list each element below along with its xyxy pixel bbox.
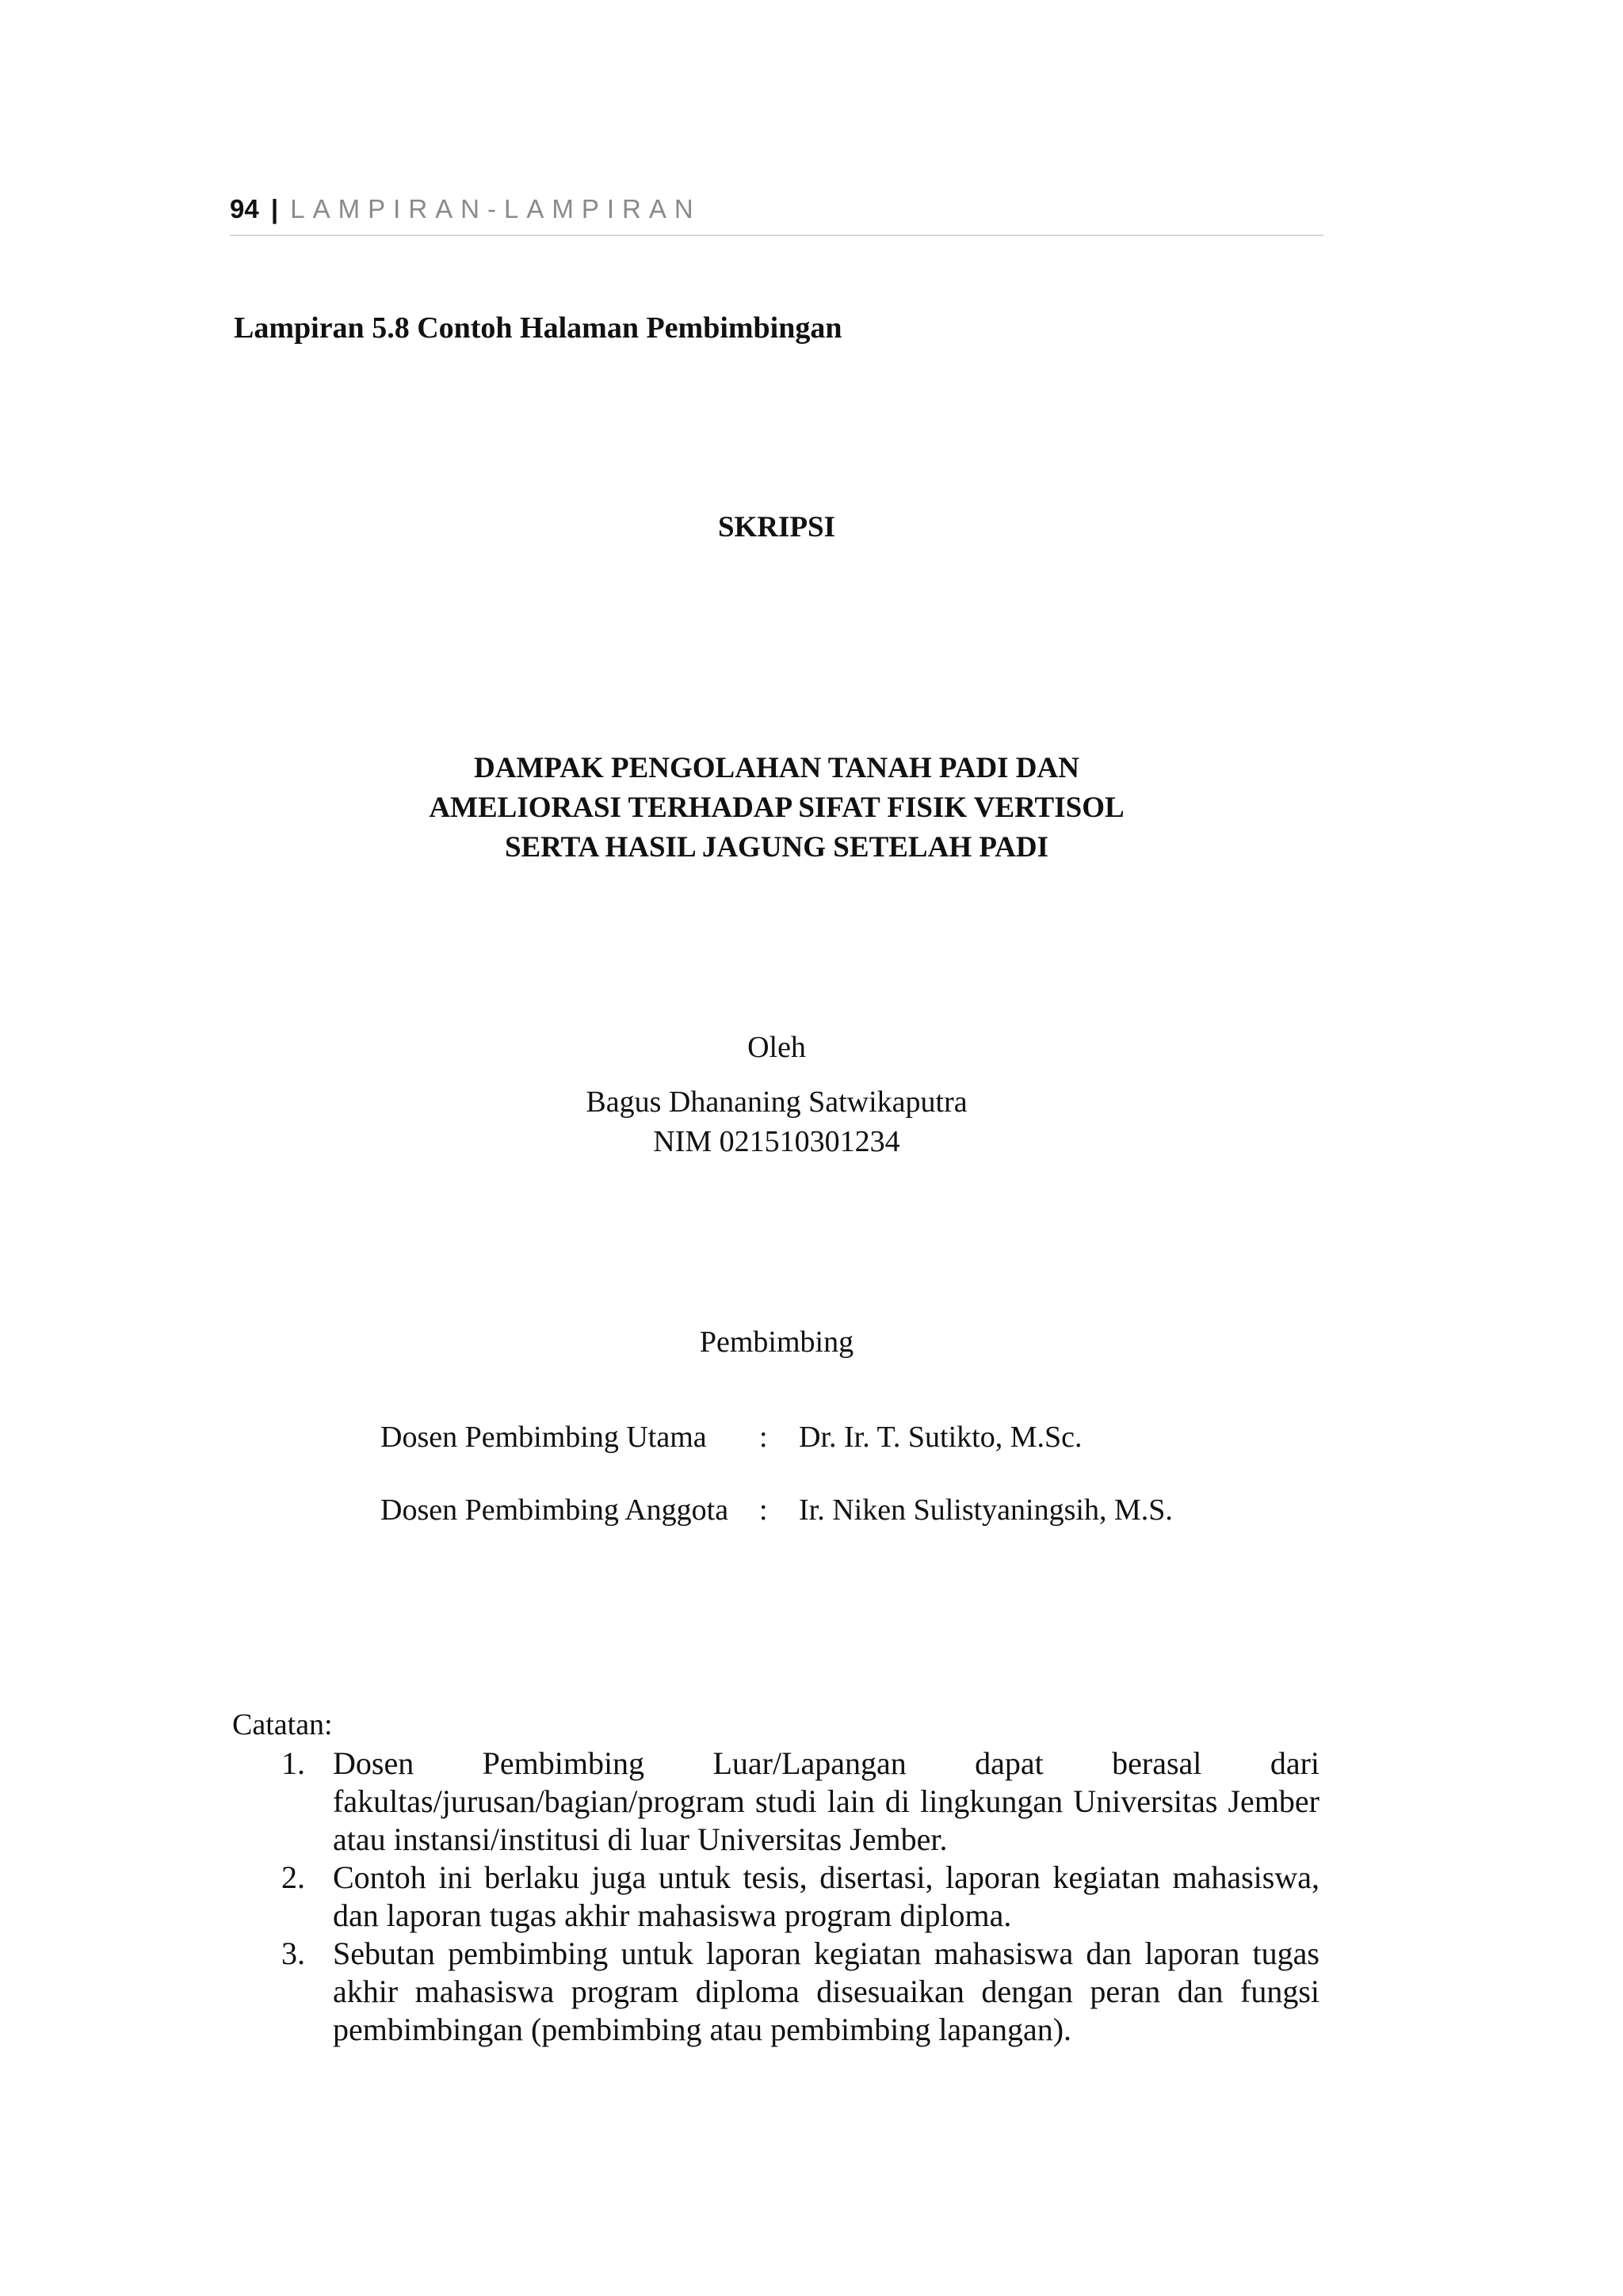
notes-list <box>232 1745 1319 2049</box>
author-name: Bagus Dhananing Satwikaputra <box>586 1085 968 1119</box>
note-number: 3. <box>281 1936 305 1971</box>
header-separator: | <box>270 194 279 223</box>
thesis-title <box>230 749 1323 868</box>
supervisor-role: Dosen Pembimbing Anggota <box>380 1493 729 1527</box>
note-text: Dosen Pembimbing Luar/Lapangan dapat berasal dari fakultas/jurusan/bagian/program studi lain di lingkungan Universitas Jember atau instansi/institusi di luar Universitas Jember. <box>333 1745 1319 1857</box>
thesis-title-line: AMELIORASI TERHADAP SIFAT FISIK VERTISOL <box>429 791 1125 824</box>
running-header <box>230 193 1323 236</box>
note-number: 1. <box>281 1745 305 1781</box>
section-name: LAMPIRAN-LAMPIRAN <box>290 194 701 223</box>
note-number: 2. <box>281 1859 305 1895</box>
thesis-title-line: SERTA HASIL JAGUNG SETELAH PADI <box>504 831 1049 864</box>
note-item <box>232 1859 1319 1935</box>
note-text: Sebutan pembimbing untuk laporan kegiatan mahasiswa dan laporan tugas akhir mahasiswa program diploma disesuaikan dengan peran dan fungsi pembimbingan (pembimbing atau pembimbing lapangan). <box>333 1936 1319 2047</box>
appendix-title: Lampiran 5.8 Contoh Halaman Pembimbingan <box>234 311 842 345</box>
note-item <box>232 1935 1319 2049</box>
notes-label: Catatan: <box>232 1708 333 1741</box>
supervisor-row <box>380 1491 1331 1529</box>
supervisor-role: Dosen Pembimbing Utama <box>380 1421 707 1454</box>
supervisor-name: Dr. Ir. T. Sutikto, M.Sc. <box>799 1421 1083 1454</box>
page-number: 94 <box>230 194 259 223</box>
note-text: Contoh ini berlaku juga untuk tesis, disertasi, laporan kegiatan mahasiswa, dan laporan tugas akhir mahasiswa program diploma. <box>333 1859 1319 1933</box>
document-type: SKRIPSI <box>717 511 836 543</box>
by-label: Oleh <box>747 1031 806 1064</box>
thesis-title-line: DAMPAK PENGOLAHAN TANAH PADI DAN <box>474 752 1079 784</box>
supervisor-name: Ir. Niken Sulistyaningsih, M.S. <box>799 1493 1173 1527</box>
student-id: NIM 021510301234 <box>653 1125 900 1158</box>
supervisor-row <box>380 1418 1331 1456</box>
note-item <box>232 1745 1319 1859</box>
supervisor-colon: : <box>759 1421 768 1454</box>
supervisor-colon: : <box>759 1493 768 1527</box>
supervisor-heading: Pembimbing <box>699 1325 854 1359</box>
